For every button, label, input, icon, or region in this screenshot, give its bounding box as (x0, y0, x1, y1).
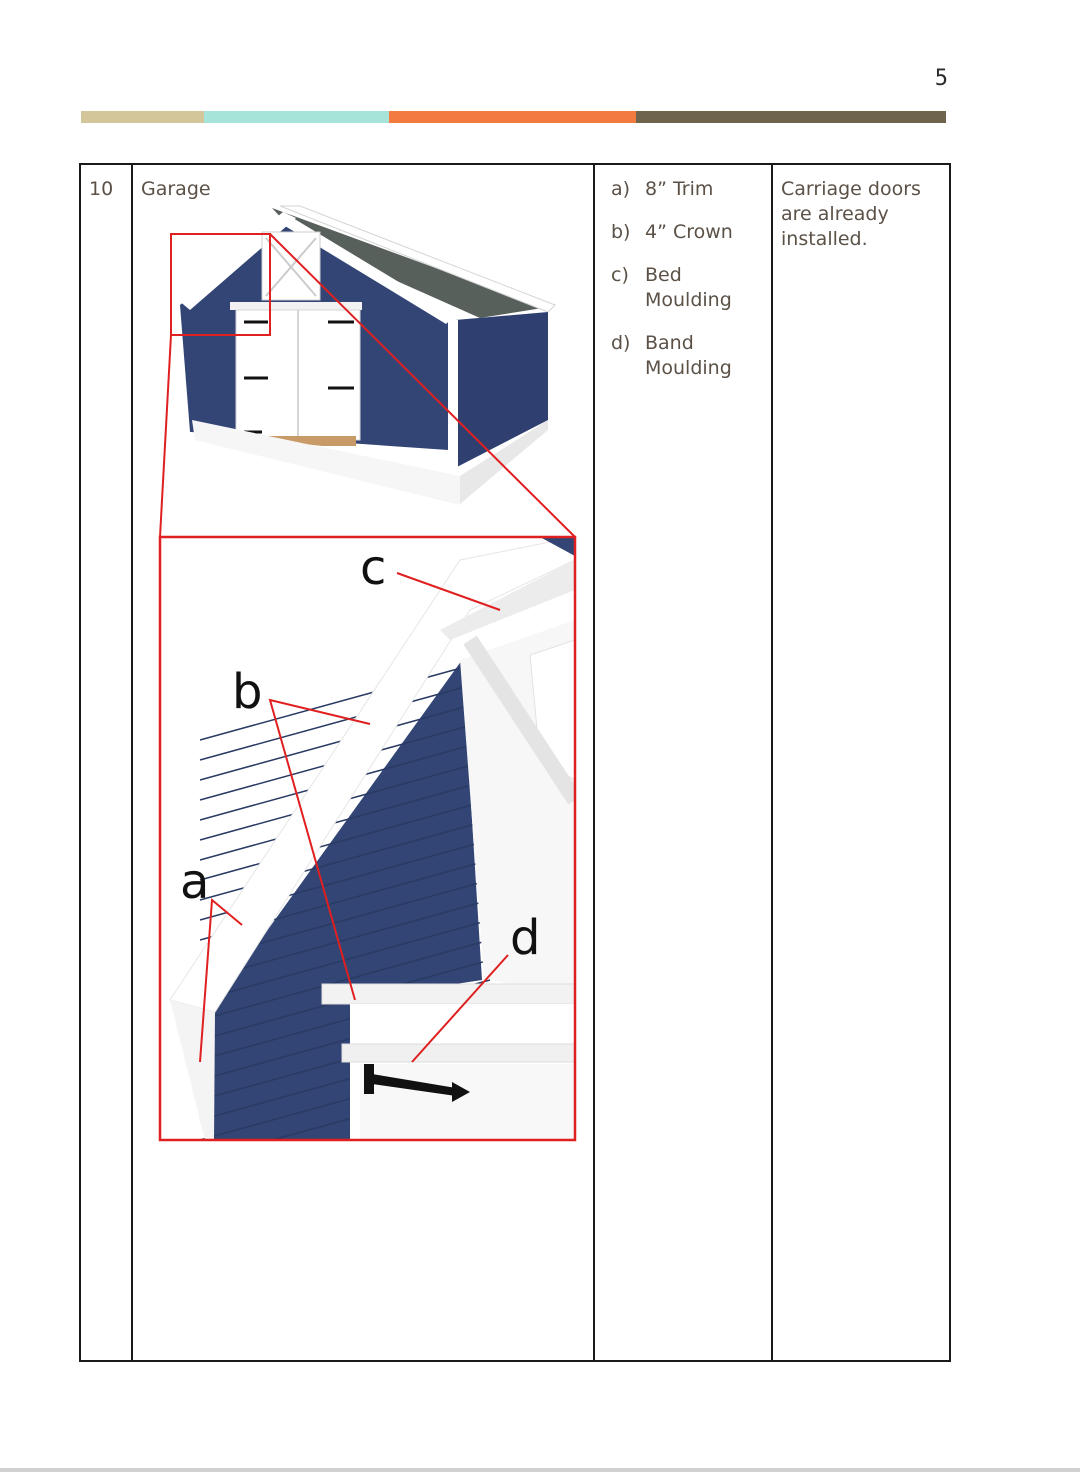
parts-cell (594, 164, 772, 1361)
color-bar-segment (81, 111, 204, 123)
bottom-divider (0, 1468, 1080, 1472)
detail-view (160, 537, 575, 1150)
zoom-connector-left (160, 335, 171, 537)
label-a: a (180, 854, 210, 910)
color-bar-segment (389, 111, 636, 123)
list-item: c) Bed Moulding (611, 264, 732, 311)
page-number: 5 (934, 66, 948, 91)
label-c: c (360, 540, 387, 596)
notes-cell: Carriage doors are already installed. (772, 164, 950, 1361)
label-d: d (510, 910, 541, 966)
item-number: 10 (80, 164, 132, 1361)
color-bar-segment (204, 111, 389, 123)
item-name: Garage (141, 178, 211, 200)
list-item: b) 4” Crown (611, 221, 733, 243)
garage-illustration (78, 200, 598, 1150)
parts-list (603, 177, 763, 381)
list-item: a) 8” Trim (611, 178, 714, 200)
list-item: d) Band Moulding (611, 332, 732, 379)
label-b: b (232, 664, 263, 720)
header-color-bar (81, 111, 946, 123)
color-bar-segment (636, 111, 946, 123)
